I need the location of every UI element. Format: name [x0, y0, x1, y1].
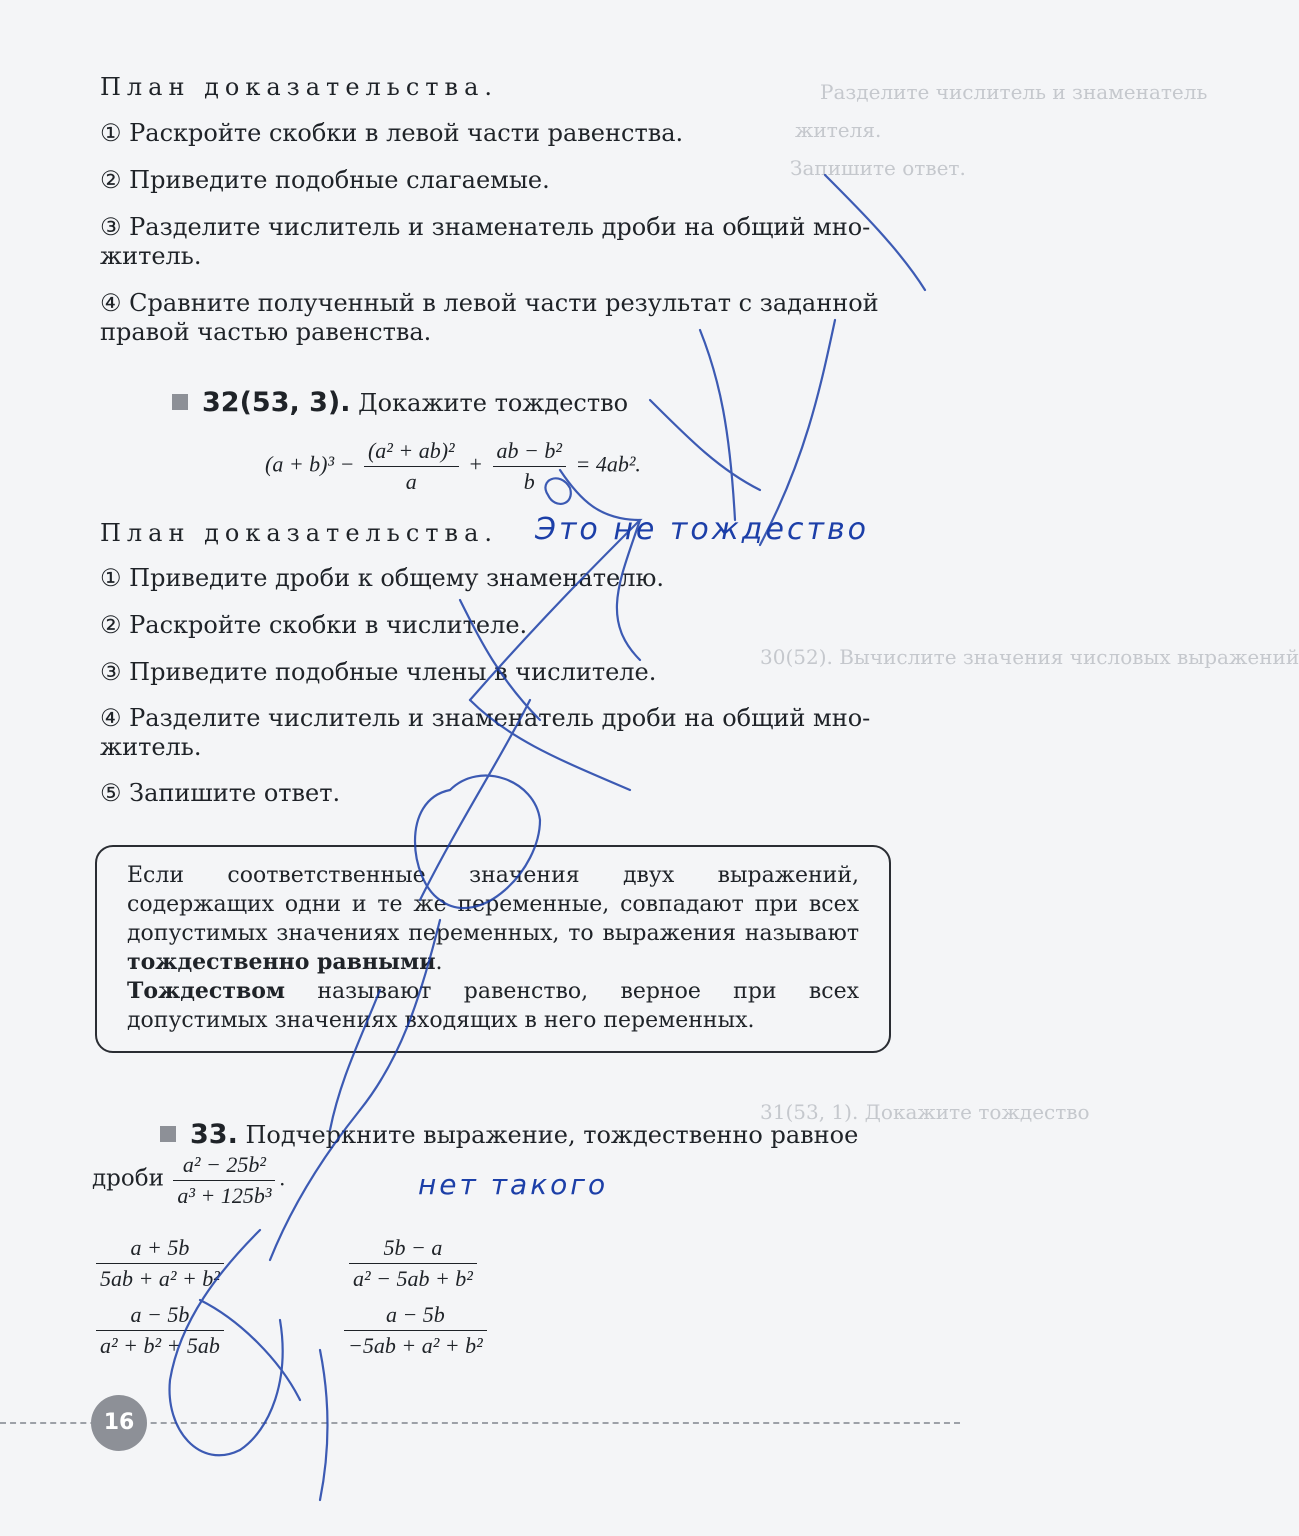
numerator: a − 5b — [130, 1302, 190, 1327]
fraction-label: дроби — [92, 1165, 164, 1192]
numerator: 5b − a — [383, 1235, 443, 1260]
denominator: a³ + 125b³ — [173, 1180, 275, 1209]
denominator: a² + b² + 5ab — [96, 1330, 224, 1359]
denominator: −5ab + a² + b² — [344, 1330, 487, 1359]
numerator: a + 5b — [130, 1235, 190, 1260]
numerator: (a² + ab)² — [367, 438, 455, 463]
task-text: Подчеркните выражение, тождественно равное — [245, 1121, 859, 1149]
bleed-text: 31(53, 1). Докажите тождество — [760, 1100, 1090, 1124]
formula-part: . — [279, 1165, 285, 1191]
formula-part: = 4ab². — [575, 451, 641, 477]
numerator: ab − b² — [496, 438, 562, 463]
definition-punct: . — [435, 950, 443, 975]
plan-step: ④ Разделите числитель и знаменатель дроби на общий мно- — [100, 704, 871, 732]
formula-part: (a + b)³ − — [265, 451, 355, 477]
plan-step: ② Раскройте скобки в числителе. — [100, 611, 528, 639]
bleed-text: Запишите ответ. — [790, 156, 966, 180]
plan-step: ③ Приведите подобные члены в числителе. — [100, 658, 657, 686]
plan-step: ② Приведите подобные слагаемые. — [100, 166, 550, 194]
plan-step-cont: житель. — [100, 242, 202, 270]
plan-heading: План доказательства. — [100, 73, 499, 101]
plan-step: ④ Сравните полученный в левой части результат с заданной — [100, 289, 879, 317]
denominator: 5ab + a² + b² — [96, 1263, 224, 1292]
formula-part: + — [468, 451, 484, 477]
denominator: a — [364, 466, 459, 495]
bleed-text: жителя. — [795, 118, 882, 142]
plan-step: ⑤ Запишите ответ. — [100, 779, 341, 807]
denominator: a² − 5ab + b² — [349, 1263, 477, 1292]
numerator: a − 5b — [385, 1302, 445, 1327]
handwritten-note: нет такого — [418, 1168, 609, 1201]
numerator: a² − 25b² — [182, 1152, 266, 1177]
bleed-text: 30(52). Вычислите значения числовых выражений — [760, 645, 1299, 669]
task-number: 32(53, 3). — [202, 387, 351, 418]
plan-step: ① Приведите дроби к общему знаменателю. — [100, 564, 664, 592]
page-number: 16 — [91, 1395, 147, 1451]
plan-heading: План доказательства. — [100, 519, 499, 547]
task-number: 33. — [190, 1119, 238, 1150]
definition-term: Тождеством — [127, 978, 286, 1004]
plan-step: ③ Разделите числитель и знаменатель дроби на общий мно- — [100, 213, 871, 241]
definition-text: называют равенство, верное при всех допустимых значениях входящих в него переменных. — [127, 979, 859, 1033]
bleed-text: Разделите числитель и знаменатель — [820, 80, 1208, 104]
plan-step-cont: житель. — [100, 733, 202, 761]
definition-term: тождественно равными — [127, 949, 436, 975]
denominator: b — [493, 466, 566, 495]
plan-step: ① Раскройте скобки в левой части равенства. — [100, 119, 684, 147]
definition-text: Если соответственные значения двух выражений, содержащих одни и те же переменные, совпадают при всех допустимых значениях переменных, то выражения называют — [127, 863, 859, 946]
handwritten-note: Это не тождество — [535, 512, 869, 547]
scribble-strokes — [170, 175, 925, 1500]
task-text: Докажите тождество — [358, 389, 629, 417]
plan-step-cont: правой частью равенства. — [100, 318, 432, 346]
